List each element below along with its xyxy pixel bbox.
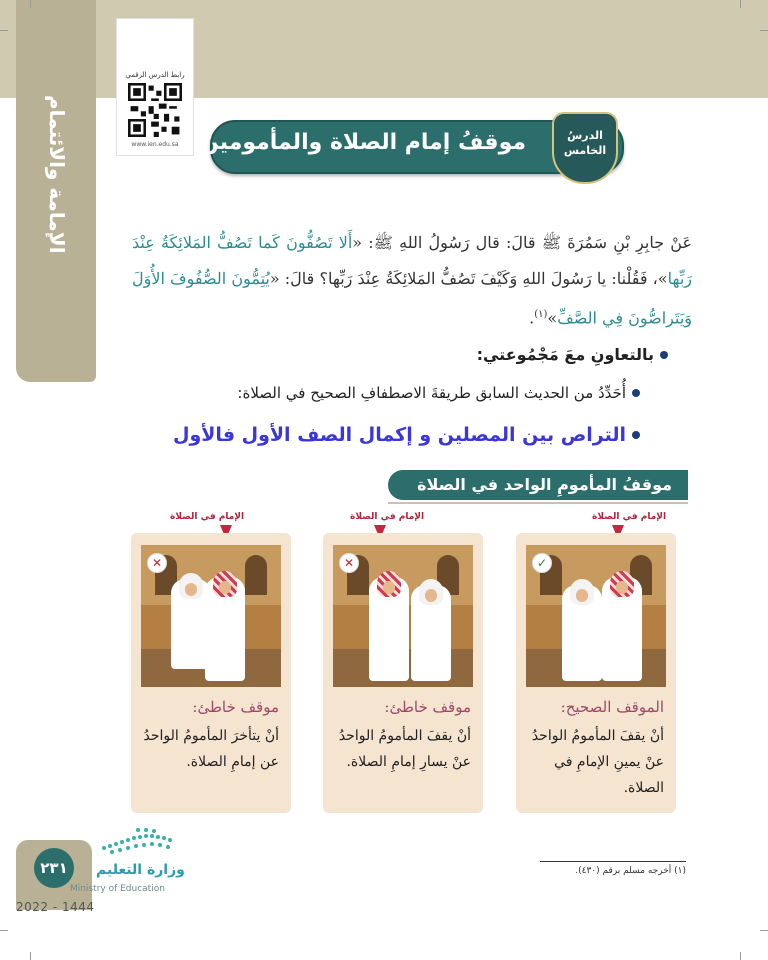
crop-mark [0,30,8,31]
footnote-ref[interactable]: (١) [534,309,548,320]
crop-mark [30,0,31,8]
crop-mark [740,952,741,960]
crop-mark [740,0,741,8]
group-activity [477,345,668,364]
imam-label: الإمام في الصلاة [170,512,245,522]
hadith-part: »، فَقُلْنا: يا رَسُولَ اللهِ وَكَيْفَ تَصُفُّ المَلائِكَةُ عِنْدَ رَبِّها؟ قالَ: « [269,269,668,288]
unit-title: الإمامة والائتمام [45,95,69,254]
crop-mark [760,930,768,931]
cross-icon: ✕ [147,553,167,573]
qr-card[interactable] [116,18,194,156]
ministry-logo-icon [98,828,180,858]
activity-answer-text: التراص بين المصلين و إكمال الصف الأول فالأول [172,424,626,446]
lesson-badge-number: الخامس [563,144,607,157]
lesson-title: موقفُ إمام الصلاة والمأمومينَ [199,130,526,155]
hadith-part: » [547,308,558,328]
card-title: موقف خاطئ: [192,698,279,716]
prayer-photo [141,545,281,687]
hadith-end: . [529,308,535,328]
hadith-text [132,225,692,336]
bullet-icon [632,389,640,397]
qr-caption: رابط الدرس الرقمي [125,71,185,79]
card-title: موقف خاطئ: [384,698,471,716]
bullet-icon [632,431,640,439]
prayer-photo [526,545,666,687]
qr-url[interactable]: www.ien.edu.sa [131,141,179,148]
footnote: (١) أخرجه مسلم برقم (٤٣٠). [575,866,686,876]
hadith-quote: يُتِمُّونَ الصُّفُوفَ الأُوَلَ وَيَتَراصُّونَ فِي الصَّفِّ [132,269,692,328]
bullet-icon [660,351,668,359]
card-text: أنْ يقفَ المأمومُ الواحدُ عنْ يسارِ إمامِ الصلاة. [338,728,471,770]
lesson-badge-label: الدرسُ [567,129,603,142]
position-card-wrong-behind [131,533,291,813]
activity-question [237,384,640,402]
position-card-correct [516,533,676,813]
imam-label: الإمام في الصلاة [592,512,667,522]
imam-label: الإمام في الصلاة [350,512,425,522]
activity-question-text: أُحَدِّدُ من الحديث السابق طريقةَ الاصطفافِ الصحيح في الصلاة: [237,384,626,402]
cross-icon: ✕ [339,553,359,573]
check-icon: ✓ [532,553,552,573]
position-card-wrong-left [323,533,483,813]
card-text: أنْ يقفَ المأمومُ الواحدُ عنْ يمينِ الإمامِ في الصلاة. [531,728,664,796]
group-activity-label: بالتعاونِ معَ مَجْمُوعتي: [476,345,654,364]
page-number: ٢٣١ [34,848,74,888]
qr-code-icon[interactable] [128,83,182,137]
ministry-name-arabic: وزارة التعليم [96,862,185,878]
activity-answer [173,424,640,446]
ministry-name-english: Ministry of Education [70,884,165,894]
hadith-quote: أَلا تَصُفُّونَ كَما تَصُفُّ المَلائِكَةُ عِنْدَ رَبِّها [132,233,692,288]
prayer-photo [333,545,473,687]
crop-mark [30,952,31,960]
section-title: موقفُ المأمومِ الواحد في الصلاة [388,470,688,500]
card-title: الموقف الصحيح: [560,698,664,716]
edition-year: 2022 - 1444 [16,900,95,914]
card-text: أنْ يتأخرَ المأمومُ الواحدُ عن إمامِ الصلاة. [143,728,279,770]
footnote-divider [540,861,686,862]
hadith-part: عَنْ جابِرِ بْنِ سَمُرَةَ ﷺ قالَ: قال رَسُولُ اللهِ ﷺ: « [352,233,693,252]
lesson-badge [552,112,618,184]
crop-mark [760,30,768,31]
crop-mark [0,930,8,931]
